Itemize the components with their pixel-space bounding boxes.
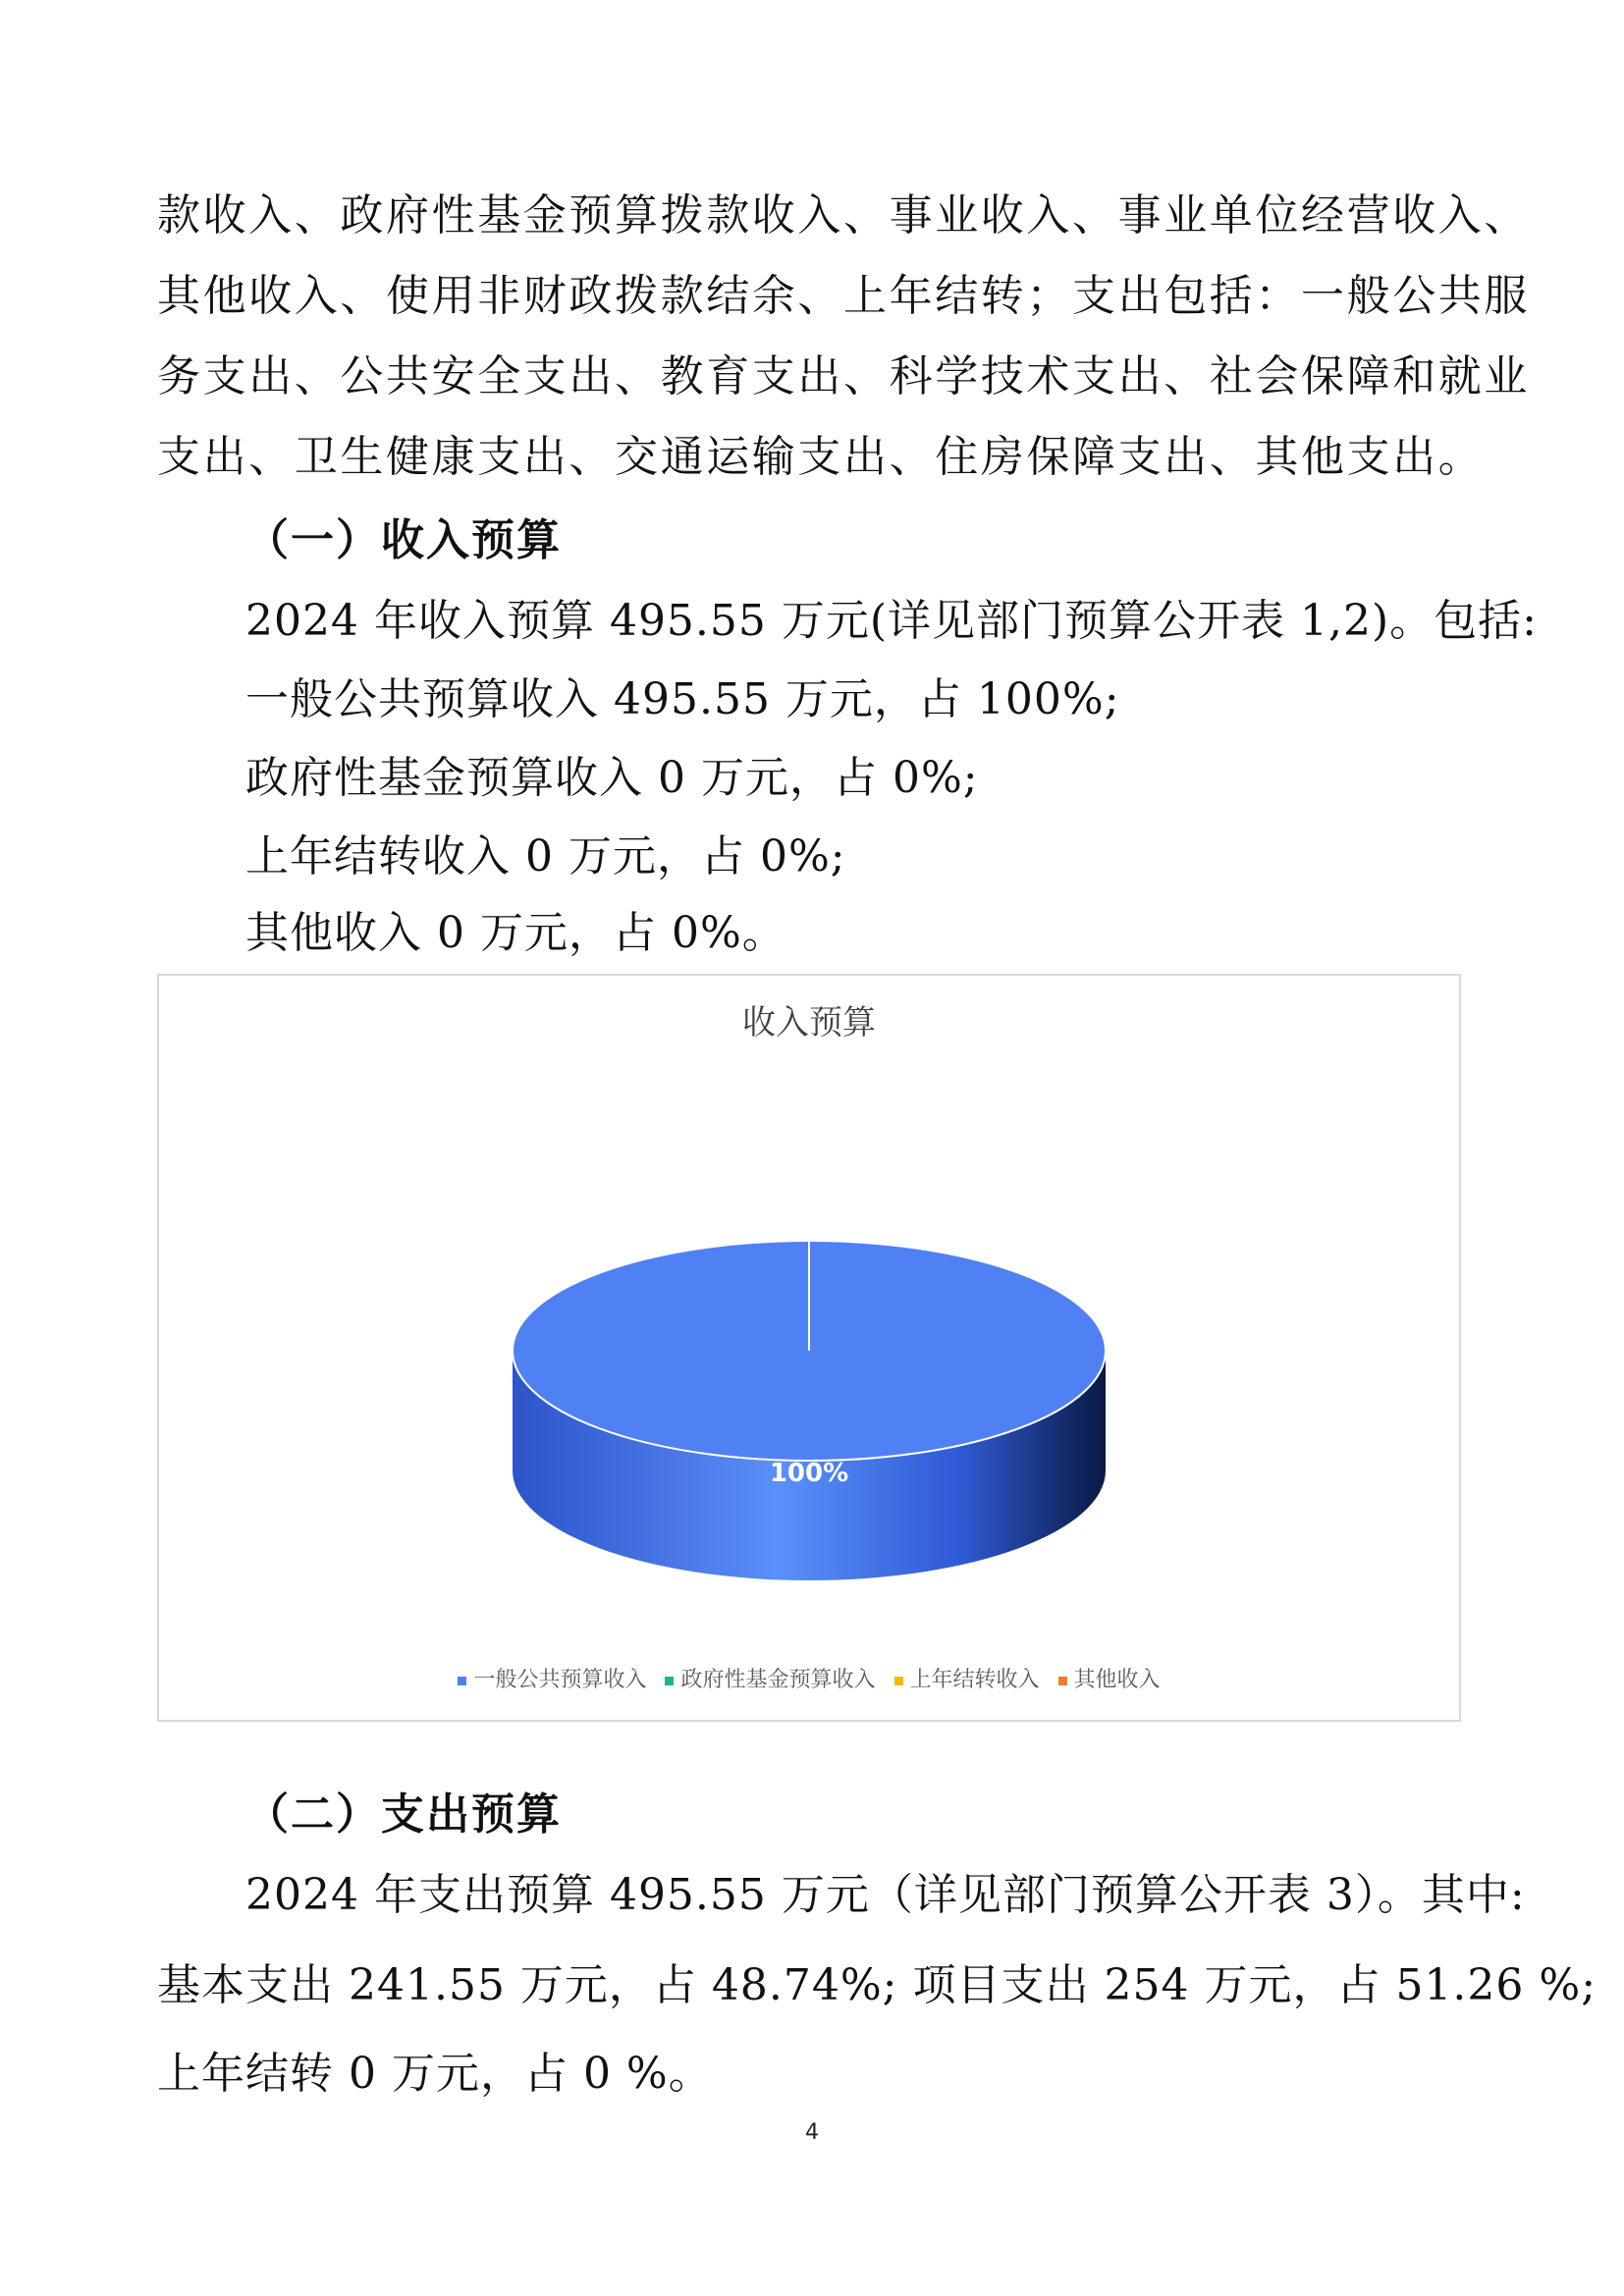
- legend-label: 政府性基金预算收入: [680, 1668, 876, 1692]
- chart-legend: [159, 1663, 1459, 1693]
- legend-swatch: [894, 1677, 903, 1685]
- page-number: 4: [805, 2120, 819, 2145]
- expense-line-2: 基本支出 241.55 万元，占 48.74%; 项目支出 254 万元，占 51.26 %;: [157, 1960, 1597, 2010]
- income-item-1: 一般公共预算收入 495.55 万元，占 100%;: [245, 674, 1120, 724]
- pie-svg: [159, 976, 1459, 1643]
- income-item-2: 政府性基金预算收入 0 万元，占 0%;: [245, 753, 979, 803]
- expense-heading: （二）支出预算: [245, 1789, 562, 1840]
- intro-line-1: 款收入、政府性基金预算拨款收入、事业收入、事业单位经营收入、: [157, 190, 1530, 240]
- income-summary: 2024 年收入预算 495.55 万元(详见部门预算公开表 1,2)。包括:: [245, 596, 1539, 646]
- pie-data-label: 100%: [769, 1459, 849, 1488]
- legend-item-carryover: [894, 1663, 1040, 1693]
- chart-title: 收入预算: [742, 1003, 876, 1042]
- income-heading: （一）收入预算: [245, 515, 562, 565]
- legend-label: 上年结转收入: [909, 1668, 1040, 1692]
- legend-item-other: [1058, 1663, 1161, 1693]
- expense-line-3: 上年结转 0 万元，占 0 %。: [157, 2049, 713, 2099]
- intro-line-2: 其他收入、使用非财政拨款结余、上年结转；支出包括：一般公共服: [157, 271, 1530, 321]
- expense-line-1: 2024 年支出预算 495.55 万元（详见部门预算公开表 3）。其中:: [245, 1870, 1526, 1920]
- legend-swatch: [665, 1677, 674, 1685]
- legend-item-fund: [665, 1663, 875, 1693]
- income-pie-chart: [157, 974, 1461, 1722]
- legend-label: 其他收入: [1073, 1668, 1161, 1692]
- intro-line-3: 务支出、公共安全支出、教育支出、科学技术支出、社会保障和就业: [157, 351, 1530, 401]
- legend-swatch: [458, 1677, 466, 1685]
- legend-label: 一般公共预算收入: [473, 1668, 647, 1692]
- legend-item-general: [458, 1663, 646, 1693]
- legend-swatch: [1058, 1677, 1067, 1685]
- intro-line-4: 支出、卫生健康支出、交通运输支出、住房保障支出、其他支出。: [157, 432, 1485, 482]
- income-item-3: 上年结转收入 0 万元，占 0%;: [245, 831, 846, 881]
- income-item-4: 其他收入 0 万元，占 0%。: [245, 908, 786, 958]
